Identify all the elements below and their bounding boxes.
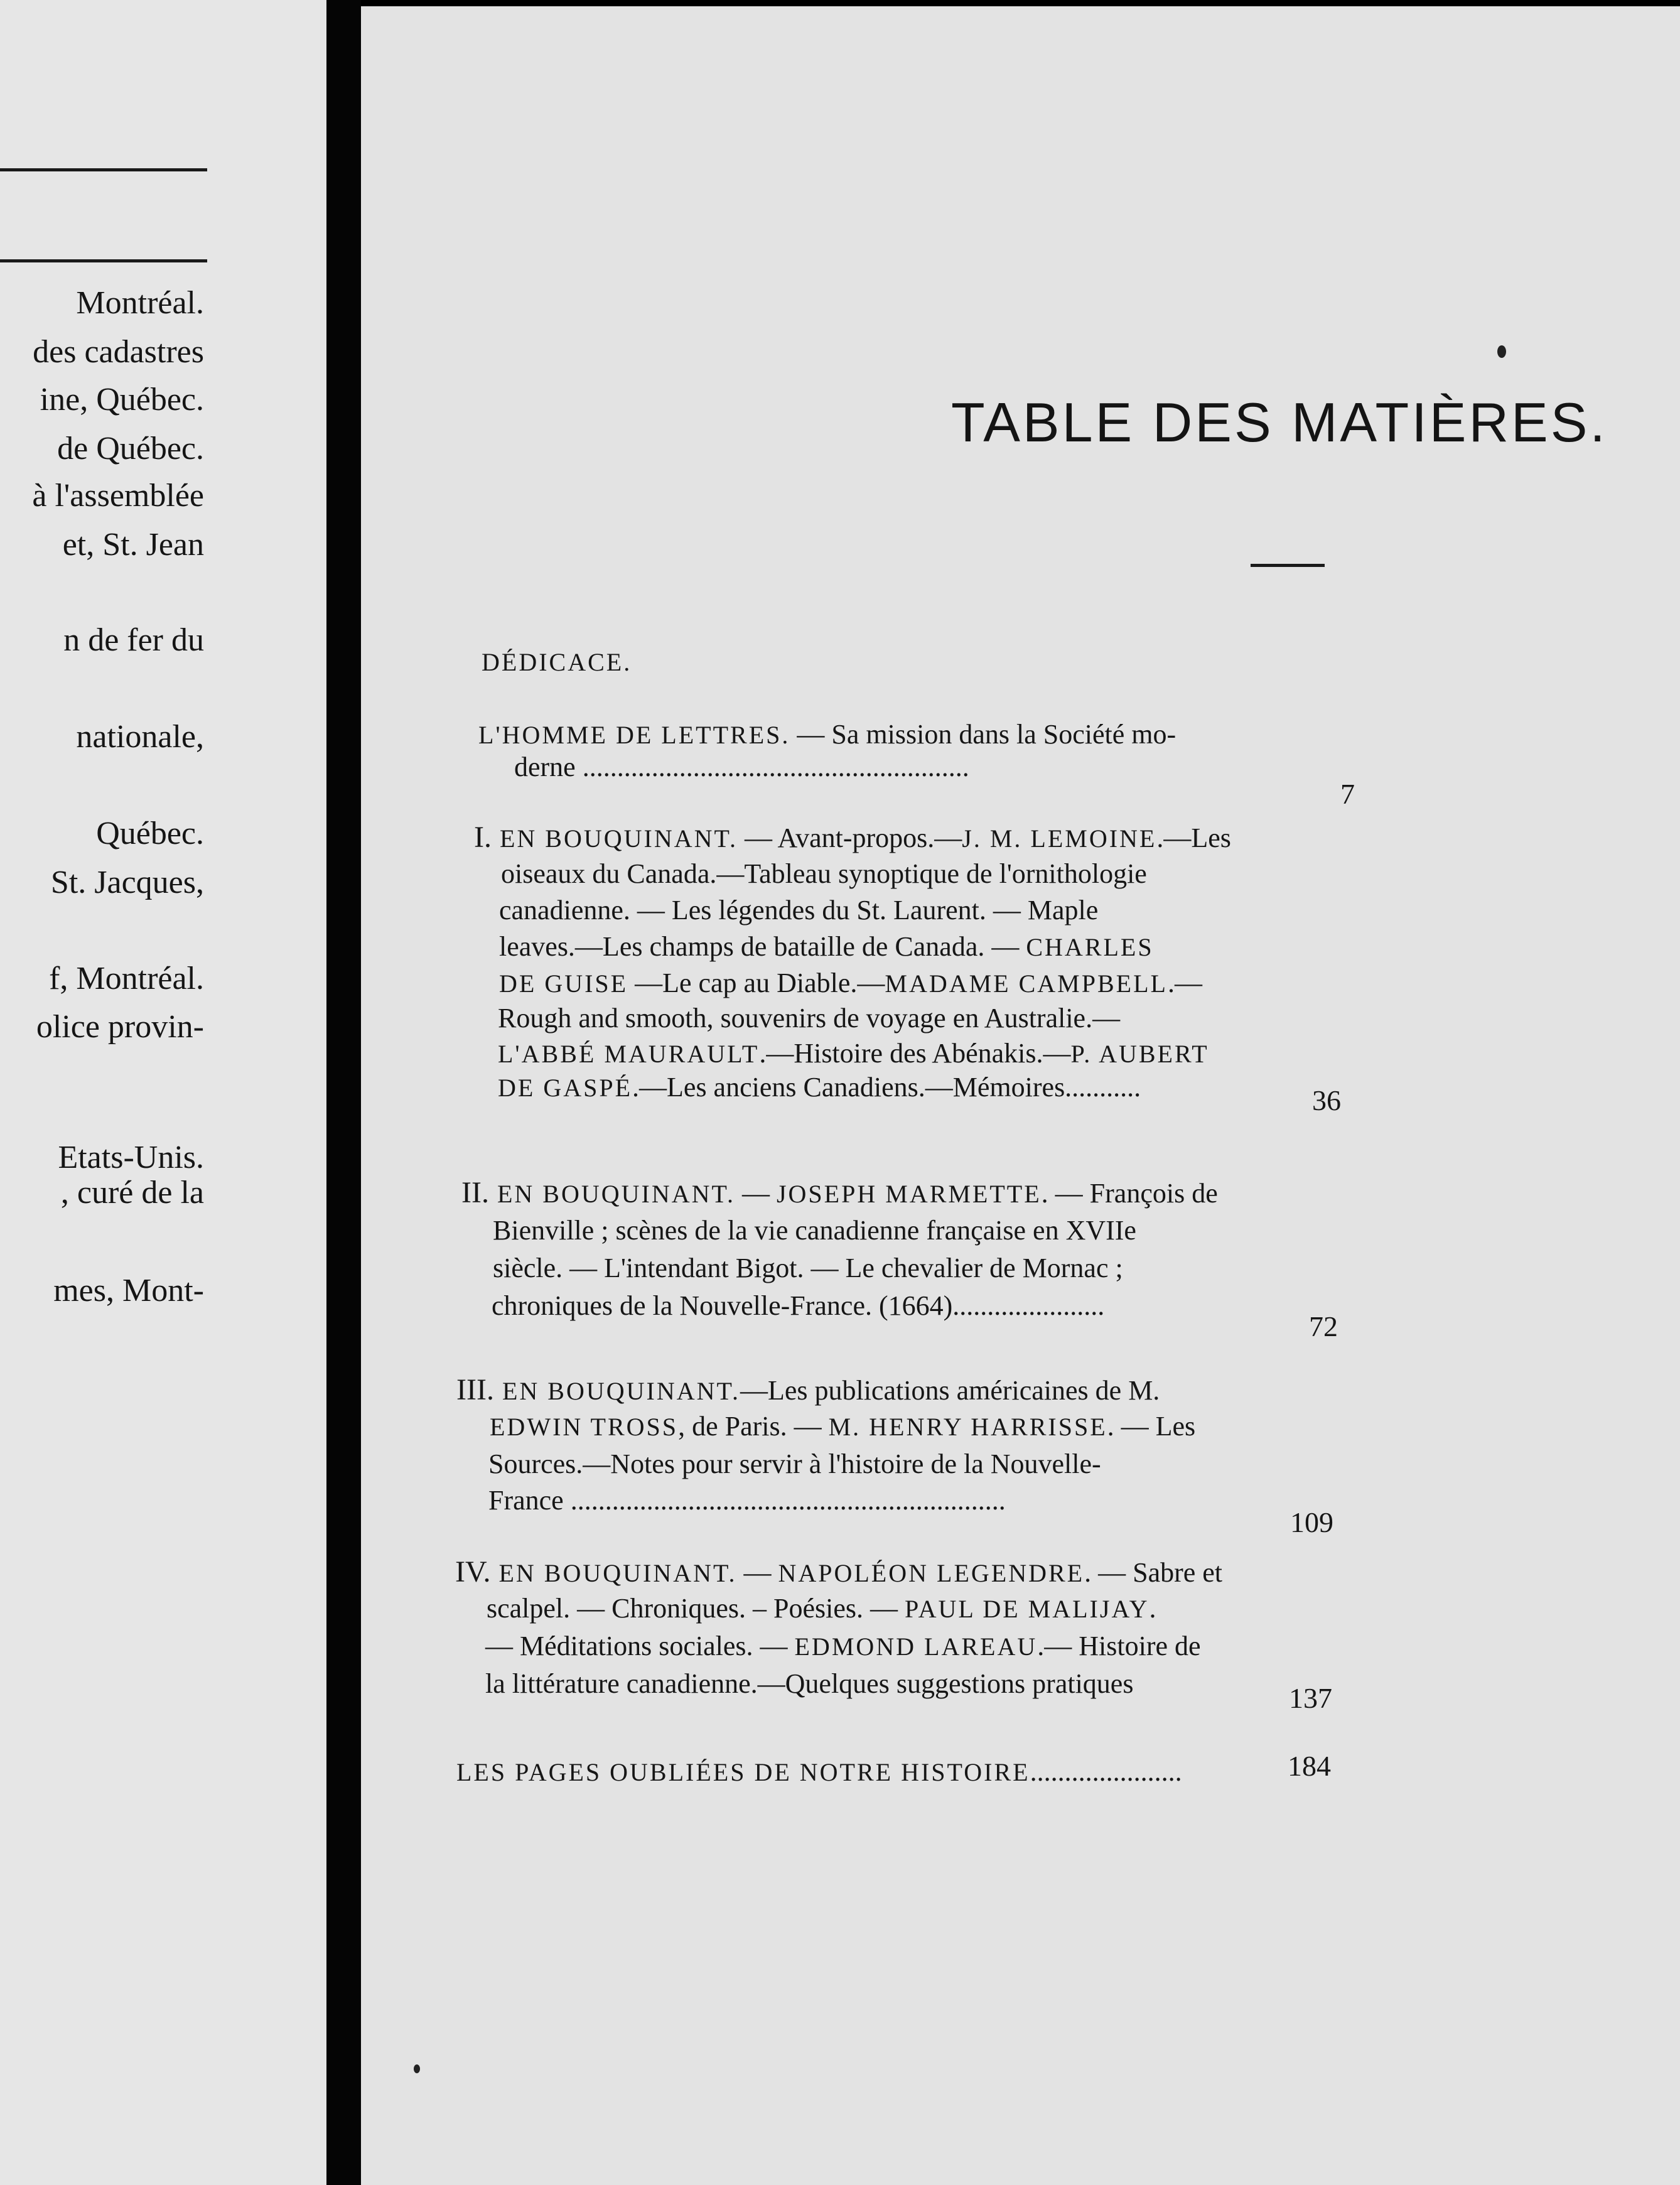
entry-numeral: IV. <box>455 1555 491 1589</box>
entry-numeral: II. <box>461 1176 489 1209</box>
facing-line: Québec. <box>96 816 204 851</box>
page-number: 7 <box>1340 778 1355 810</box>
entry-text: —Les publications américaines de M. <box>740 1375 1160 1406</box>
entry-text: — <box>736 1557 778 1588</box>
toc-entry-line <box>461 1178 1218 1208</box>
entry-numeral: III. <box>456 1373 494 1406</box>
entry-title: EN BOUQUINANT. <box>488 1180 735 1208</box>
entry-title: EN BOUQUINANT. <box>493 1377 740 1405</box>
top-rule <box>0 168 207 171</box>
entry-text: . <box>1149 1593 1156 1624</box>
facing-line: des cadastres <box>33 334 204 370</box>
facing-line: St. Jacques, <box>50 865 204 900</box>
entry-text: . — François de <box>1041 1178 1218 1209</box>
facing-line: , curé de la <box>60 1175 204 1211</box>
entry-text: — <box>735 1178 777 1209</box>
toc-entry-line <box>485 1632 1201 1660</box>
toc-entry-line: siècle. — L'intendant Bigot. — Le chevalier de Mornac ; <box>493 1253 1123 1283</box>
toc-entry-line: la littérature canadienne.—Quelques suggestions pratiques <box>485 1668 1134 1699</box>
facing-line: mes, Mont- <box>53 1273 204 1308</box>
toc-entry-line: Bienville ; scènes de la vie canadienne française en XVIIe <box>493 1215 1136 1246</box>
entry-text: — Méditations sociales. — <box>485 1631 795 1661</box>
author-name: DE GUISE <box>499 969 628 998</box>
entry-title: EN BOUQUINANT. <box>491 824 738 853</box>
facing-line: de Québec. <box>57 431 204 467</box>
author-name: M. HENRY HARRISSE <box>828 1413 1107 1441</box>
facing-line: f, Montréal. <box>49 961 204 996</box>
toc-entry-line: chroniques de la Nouvelle-France. (1664)...................... <box>492 1290 1105 1321</box>
entry-text: . — Les <box>1107 1411 1196 1442</box>
facing-line: et, St. Jean <box>62 527 204 563</box>
entry-text: .—Histoire des Abénakis.— <box>759 1038 1071 1069</box>
scan-speck <box>1497 345 1506 358</box>
toc-entry-line <box>478 721 1176 748</box>
toc-entry-line: France ............................................................... <box>488 1485 1006 1516</box>
entry-text: .— <box>1167 968 1202 998</box>
scan-speck <box>414 2064 420 2073</box>
toc-entry-line <box>498 1040 1209 1067</box>
author-name: EDMOND LAREAU <box>794 1632 1038 1661</box>
author-name: DE GASPÉ <box>498 1074 633 1102</box>
entry-text: . — Sabre et <box>1084 1557 1223 1588</box>
page-number: 109 <box>1290 1506 1333 1538</box>
author-name: J. M. LEMOINE <box>962 824 1157 853</box>
entry-text: derne ........................................................ <box>514 752 969 782</box>
toc-entry-line: Rough and smooth, souvenirs de voyage en Australie.— <box>498 1003 1121 1033</box>
toc-entry-line <box>456 1375 1160 1405</box>
entry-text: —Le cap au Diable.— <box>628 968 885 998</box>
toc-entry-line <box>456 1758 1182 1786</box>
page-number: 36 <box>1312 1084 1341 1116</box>
toc-entry-line <box>455 1557 1222 1587</box>
entry-text: leaves.—Les champs de bataille de Canada. — <box>499 931 1026 962</box>
entry-text: — Sa mission dans la Société mo- <box>790 719 1177 750</box>
entry-text: , de Paris. — <box>678 1411 829 1442</box>
author-name: NAPOLÉON LEGENDRE <box>778 1559 1085 1587</box>
toc-entry-line <box>474 823 1231 853</box>
entry-title: DÉDICACE. <box>482 648 632 676</box>
facing-line: à l'assemblée <box>32 478 204 514</box>
page-number: 72 <box>1309 1310 1338 1342</box>
facing-line: Montréal. <box>76 285 204 321</box>
book-gutter <box>326 0 361 2185</box>
entry-text: — Avant-propos.— <box>737 823 962 853</box>
facing-line: olice provin- <box>36 1009 204 1045</box>
entry-numeral: I. <box>474 821 492 854</box>
toc-entry-dedicace <box>482 648 632 676</box>
entry-title: L'HOMME DE LETTRES. <box>478 721 790 749</box>
author-name: MADAME CAMPBELL <box>885 969 1168 998</box>
entry-text: scalpel. — Chroniques. – Poésies. — <box>487 1593 905 1624</box>
entry-title: EN BOUQUINANT. <box>490 1559 737 1587</box>
toc-entry-line <box>514 753 969 781</box>
contents-page <box>361 6 1680 2185</box>
facing-line: n de fer du <box>63 622 204 658</box>
toc-entry-line <box>498 1074 1141 1101</box>
toc-entry-line <box>499 933 1154 961</box>
facing-page <box>0 0 326 2185</box>
entry-text: .—Les <box>1156 823 1231 853</box>
author-name: EDWIN TROSS <box>490 1413 679 1441</box>
leader-dots: ...................... <box>1030 1756 1182 1787</box>
page-title: TABLE DES MATIÈRES. <box>951 391 1608 453</box>
toc-entry-line: Sources.—Notes pour servir à l'histoire de la Nouvelle- <box>488 1449 1101 1479</box>
author-name: CHARLES <box>1026 933 1154 961</box>
entry-text: .—Les anciens Canadiens.—Mémoires........... <box>632 1072 1141 1103</box>
facing-line: Etats-Unis. <box>58 1140 204 1175</box>
author-name: P. AUBERT <box>1070 1040 1209 1068</box>
author-name: JOSEPH MARMETTE <box>776 1180 1042 1208</box>
page-number: 184 <box>1288 1750 1331 1782</box>
entry-title: LES PAGES OUBLIÉES DE NOTRE HISTOIRE <box>456 1758 1030 1786</box>
facing-line: ine, Québec. <box>40 382 204 418</box>
author-name: PAUL DE MALIJAY <box>905 1595 1150 1623</box>
title-rule <box>1251 564 1325 567</box>
entry-text: .— Histoire de <box>1037 1631 1201 1661</box>
facing-line: nationale, <box>76 719 204 755</box>
toc-entry-line: oiseaux du Canada.—Tableau synoptique de l'ornithologie <box>501 858 1147 889</box>
toc-entry-line <box>490 1413 1195 1440</box>
toc-entry-line <box>499 969 1202 997</box>
toc-entry-line <box>487 1595 1156 1622</box>
author-name: L'ABBÉ MAURAULT <box>498 1040 760 1068</box>
toc-entry-line: canadienne. — Les légendes du St. Laurent. — Maple <box>499 895 1099 925</box>
page-number: 137 <box>1289 1682 1332 1714</box>
second-rule <box>0 259 207 262</box>
